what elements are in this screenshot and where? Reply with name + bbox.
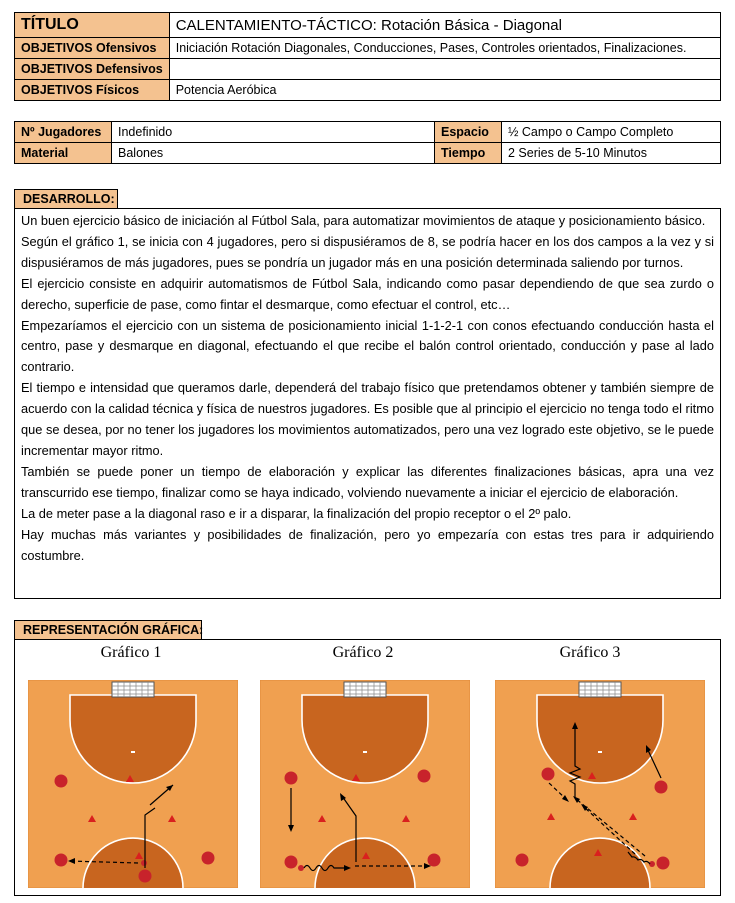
defensive-objectives-value bbox=[169, 59, 720, 80]
graphic-2-title: Gráfico 2 bbox=[332, 644, 394, 661]
player bbox=[542, 768, 555, 781]
court-graphic-3 bbox=[495, 680, 705, 888]
development-paragraph: También se puede poner un tiempo de elaboración y explicar las diferentes finalizaciones básicas, apra una vez transcurrido ese tiempo, finalizar como se haya indicado, volviendo nuevamente a iniciar el ejercicio de elaboración. bbox=[21, 463, 714, 500]
header-table bbox=[14, 12, 721, 101]
player bbox=[516, 854, 529, 867]
graphics-heading: REPRESENTACIÓN GRÁFICA: bbox=[14, 620, 202, 640]
physical-objectives-label: OBJETIVOS Físicos bbox=[15, 80, 170, 101]
space-value: ½ Campo o Campo Completo bbox=[502, 122, 721, 143]
player bbox=[428, 854, 441, 867]
player bbox=[657, 857, 670, 870]
players-value: Indefinido bbox=[112, 122, 435, 143]
player bbox=[285, 856, 298, 869]
player bbox=[655, 781, 668, 794]
defensive-objectives-label: OBJETIVOS Defensivos bbox=[15, 59, 170, 80]
court-graphic-2 bbox=[260, 680, 470, 888]
development-paragraph: Empezaríamos el ejercicio con un sistema de posicionamiento inicial 1-1-2-1 con conos efectuando conducción hasta el centro, pase y desmarque en diagonal, efectuando el que recibe el balón control orientado, conducción y pase al lado contrario. bbox=[21, 317, 714, 375]
development-text bbox=[14, 208, 721, 599]
development-heading: DESARROLLO: bbox=[14, 189, 118, 209]
offensive-objectives-label: OBJETIVOS Ofensivos bbox=[15, 38, 170, 59]
development-paragraph: La de meter pase a la diagonal raso e ir a disparar, la finalización del propio receptor o el 2º palo. bbox=[21, 505, 572, 521]
player bbox=[202, 852, 215, 865]
players-label: Nº Jugadores bbox=[15, 122, 112, 143]
development-paragraph: El tiempo e intensidad que queramos darle, dependerá del trabajo físico que pretendamos obtener y también siempre de acuerdo con la calidad técnica y física de nuestros jugadores. Es posible que al principio el ejercicio no tenga todo el ritmo que se desea, por no tener los jugadores los movimientos automatizados, pero una vez logrado este objetivo, se le puede incrementar mayor ritmo. bbox=[21, 380, 714, 458]
offensive-objectives-value: Iniciación Rotación Diagonales, Conducciones, Pases, Controles orientados, Finalizaciones. bbox=[169, 38, 720, 59]
space-label: Espacio bbox=[435, 122, 502, 143]
material-value: Balones bbox=[112, 143, 435, 164]
physical-objectives-value: Potencia Aeróbica bbox=[169, 80, 720, 101]
player bbox=[418, 770, 431, 783]
development-paragraph: Un buen ejercicio básico de iniciación al Fútbol Sala, para automatizar movimientos de ataque y posicionamiento básico. bbox=[21, 213, 706, 228]
development-paragraph: Hay muchas más variantes y posibilidades de finalización, pero yo empezaría con estas tres para ir adquiriendo costumbre. bbox=[21, 526, 714, 563]
development-paragraph: Según el gráfico 1, se inicia con 4 jugadores, pero si dispusiéramos de 8, se podría hacer en los dos campos a la vez y si dispusiéramos de más jugadores, pues se pondría un jugador más en una posición determinada saliendo por turnos. bbox=[21, 233, 714, 270]
development-paragraph: El ejercicio consiste en adquirir automatismos de Fútbol Sala, indicando como pasar dependiendo de que sea zurdo o derecho, superficie de pase, como fintar el desmarque, como efectuar el control, etc… bbox=[21, 275, 714, 312]
material-label: Material bbox=[15, 143, 112, 164]
graphic-3-title: Gráfico 3 bbox=[559, 644, 621, 661]
ball bbox=[141, 860, 147, 866]
title-value: CALENTAMIENTO-TÁCTICO: Rotación Básica - Diagonal bbox=[169, 13, 720, 38]
player bbox=[285, 772, 298, 785]
info-table bbox=[14, 121, 721, 164]
time-value: 2 Series de 5-10 Minutos bbox=[502, 143, 721, 164]
ball bbox=[298, 865, 304, 871]
court-graphic-1 bbox=[28, 680, 238, 888]
time-label: Tiempo bbox=[435, 143, 502, 164]
graphic-1-title: Gráfico 1 bbox=[100, 644, 162, 661]
player bbox=[139, 870, 152, 883]
title-label: TÍTULO bbox=[15, 13, 170, 38]
player bbox=[55, 775, 68, 788]
player bbox=[55, 854, 68, 867]
